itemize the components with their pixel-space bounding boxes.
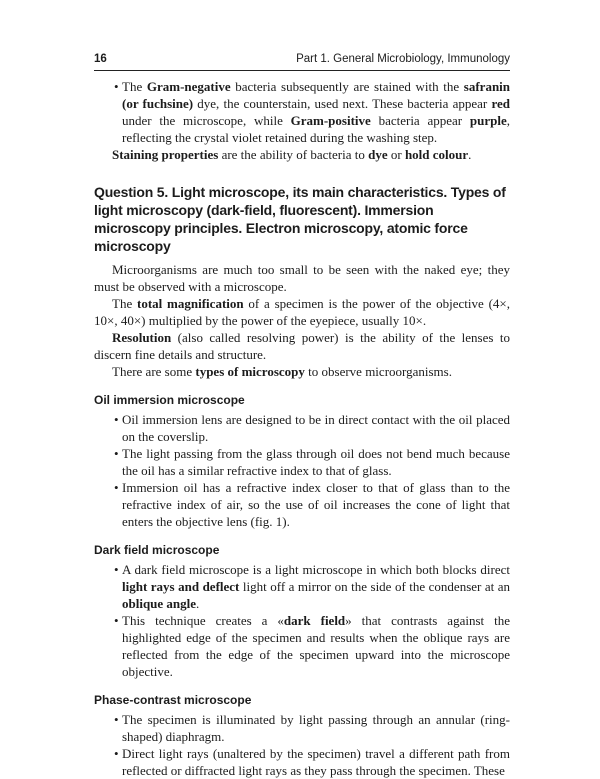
- gram-negative-item: [114, 78, 510, 146]
- part-title: Part 1. General Microbiology, Immunology: [296, 53, 510, 65]
- text: or: [387, 147, 405, 162]
- dark-field-list: [94, 561, 510, 680]
- bold-term: red: [491, 96, 510, 111]
- running-header: [94, 51, 510, 71]
- staining-properties-paragraph: [94, 146, 510, 163]
- text: .: [196, 596, 200, 611]
- text: , reflecting the crystal violet retained during the washing step.: [122, 113, 510, 145]
- bold-term: total magnification: [137, 296, 244, 311]
- text: under the microscope, while: [122, 113, 291, 128]
- bold-term: safranin (or fuchsine): [122, 79, 511, 111]
- bold-term: purple: [469, 113, 507, 128]
- dark-field-heading: Dark field microscope: [94, 543, 220, 557]
- list-item: • The light passing from the glass through oil does not bend much because the oil has a similar refractive index to that of glass.: [114, 445, 510, 479]
- text: to observe microorganisms.: [304, 364, 452, 379]
- question-heading: Question 5. Light microscope, its main characteristics. Types of light microscopy (dark-field, fluorescent). Immersion microscopy principles. Electron microscopy, atomic force microscopy: [94, 184, 506, 254]
- text: A dark field microscope is a light microscope in which both blocks direct: [122, 562, 510, 577]
- text: dye, the counterstain, used next. These bacteria appear: [193, 96, 492, 111]
- phase-contrast-list: [94, 711, 510, 779]
- gram-list: [94, 78, 510, 146]
- bold-term: types of microscopy: [195, 364, 305, 379]
- list-item: • Direct light rays (unaltered by the specimen) travel a different path from reflected or diffracted light rays as they pass through the specimen. These: [114, 745, 510, 779]
- magnification-paragraph: [94, 295, 510, 329]
- phase-contrast-heading: Phase-contrast microscope: [94, 693, 252, 707]
- oil-immersion-list: [94, 411, 510, 530]
- text: The: [112, 296, 137, 311]
- text: .: [468, 147, 472, 162]
- types-paragraph: [94, 363, 510, 380]
- bold-term: Resolution: [112, 330, 172, 345]
- text: are the ability of bacteria to: [218, 147, 369, 162]
- bold-term: Staining properties: [112, 147, 219, 162]
- text: » that contrasts against the highlighted edge of the specimen and results when the oblique rays are reflected from the edge of the specimen upward into the microscope objective.: [122, 613, 510, 679]
- list-item: [114, 561, 510, 612]
- text: There are some: [112, 364, 196, 379]
- list-item: • Immersion oil has a refractive index closer to that of glass than to the refractive index of air, so the use of oil increases the cone of light that enters the objective lens (fig. 1).: [114, 479, 510, 530]
- text: (also called resolving power) is the ability of the lenses to discern fine details and structure.: [94, 330, 510, 362]
- list-item: • Oil immersion lens are designed to be in direct contact with the oil placed on the coverslip.: [114, 411, 510, 445]
- text: This technique creates a «: [122, 613, 284, 628]
- list-item: • The specimen is illuminated by light passing through an annular (ring-shaped) diaphragm.: [114, 711, 510, 745]
- text: light off a mirror on the side of the condenser at an: [239, 579, 511, 594]
- text: bacteria appear: [370, 113, 470, 128]
- bold-term: oblique angle: [122, 596, 197, 611]
- page-number: 16: [94, 53, 107, 65]
- text: The: [122, 79, 147, 94]
- intro-paragraph-1: Microorganisms are much too small to be seen with the naked eye; they must be observed with a microscope.: [94, 262, 510, 294]
- bold-term: Gram-negative: [146, 79, 231, 94]
- bold-term: Gram-positive: [290, 113, 371, 128]
- resolution-paragraph: [94, 329, 510, 363]
- bold-term: light rays and deflect: [122, 579, 240, 594]
- bold-term: dark field: [283, 613, 346, 628]
- page-body: [94, 78, 510, 779]
- bold-term: dye: [368, 147, 388, 162]
- oil-immersion-heading: Oil immersion microscope: [94, 393, 245, 407]
- text: of a specimen is the power of the objective (4×, 10×, 40×) multiplied by the power of the eyepiece, usually 10×.: [94, 296, 511, 328]
- text: bacteria subsequently are stained with the: [230, 79, 464, 94]
- bold-term: hold colour: [404, 147, 469, 162]
- list-item: [114, 612, 510, 680]
